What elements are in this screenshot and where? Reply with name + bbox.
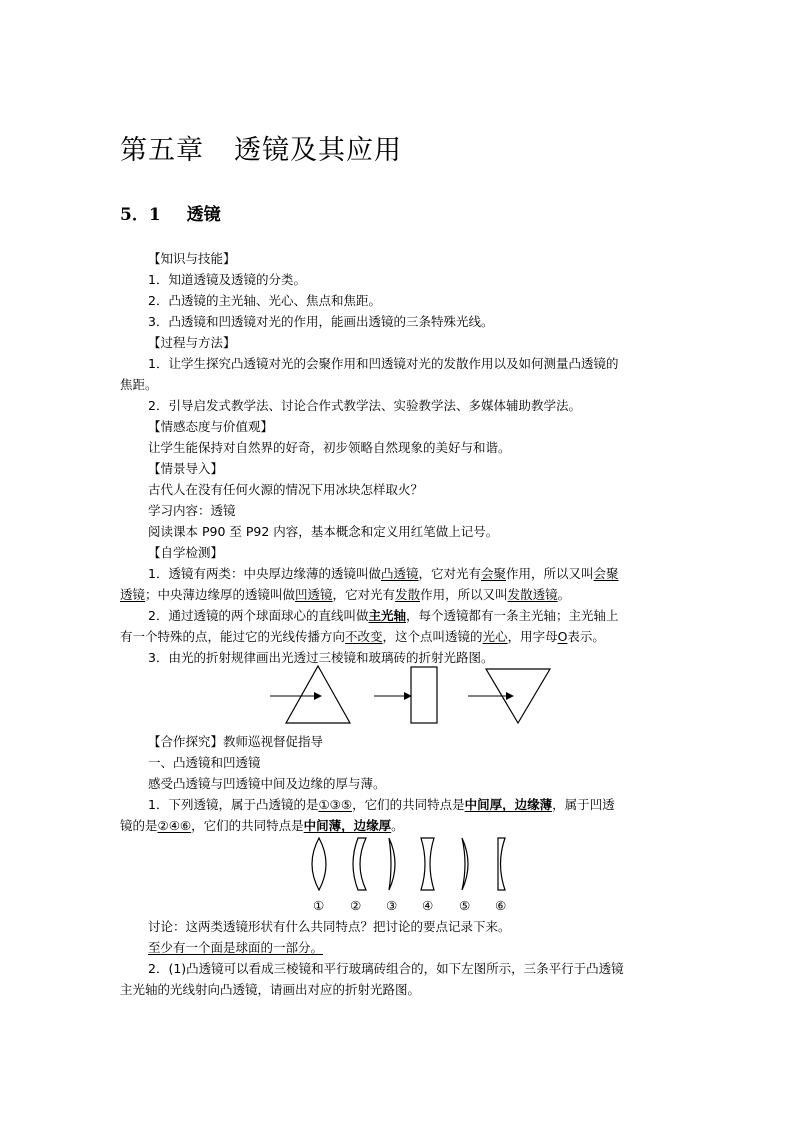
question-line: 主光轴的光线射向凸透镜，请画出对应的折射光路图。 xyxy=(120,982,421,997)
answer-blank: 凸透镜 xyxy=(380,566,419,581)
answer-blank: 中间薄，边缘厚 xyxy=(303,818,392,833)
objective-line: 1．让学生探究凸透镜对光的会聚作用和凹透镜对光的发散作用以及如何测量凸透镜的 xyxy=(148,356,619,371)
lens-5-convex-meniscus xyxy=(462,838,468,890)
discussion-prompt: 讨论：这两类透镜形状有什么共同特点？把讨论的要点记录下来。 xyxy=(148,919,511,934)
answer-blank: 凹透镜 xyxy=(295,587,333,602)
answer-blank: 透镜 xyxy=(120,587,146,602)
objective-line: 焦距。 xyxy=(120,377,158,392)
question-line: 2．通过透镜的两个球面球心的直线叫做主光轴，每个透镜都有一条主光轴；主光轴上 xyxy=(148,608,619,623)
lens-label: ③ xyxy=(386,898,398,913)
intro-question: 古代人在没有任何火源的情况下用冰块怎样取火？ xyxy=(148,482,424,497)
objective-line: 1．知道透镜及透镜的分类。 xyxy=(148,272,306,287)
chapter-number: 第五章 xyxy=(120,135,204,166)
objective-line: 让学生能保持对自然界的好奇，初步领略自然现象的美好与和谐。 xyxy=(148,440,511,455)
question-line: 2．(1)凸透镜可以看成三棱镜和平行玻璃砖组合的，如下左图所示，三条平行于凸透镜 xyxy=(148,961,624,976)
instruction-line: 感受凸透镜与凹透镜中间及边缘的厚与薄。 xyxy=(148,776,386,791)
chapter-name: 透镜及其应用 xyxy=(234,135,402,166)
heading-knowledge-skills: 【知识与技能】 xyxy=(148,251,236,266)
lens-label: ① xyxy=(313,898,325,913)
section-title xyxy=(120,200,221,225)
lens-3-plano-convex xyxy=(389,838,395,890)
prism-diagram xyxy=(260,664,560,728)
lens-label: ④ xyxy=(422,898,434,913)
answer-blank: ②④⑥ xyxy=(157,818,192,833)
question-line: 透镜；中央薄边缘厚的透镜叫做凹透镜，它对光有发散作用，所以又叫发散透镜。 xyxy=(120,587,571,602)
answer-blank: 光心 xyxy=(482,629,508,644)
question-line: 3．由光的折射规律画出光透过三棱镜和玻璃砖的折射光路图。 xyxy=(148,650,494,665)
discussion-answer: 至少有一个面是球面的一部分。 xyxy=(148,940,324,955)
answer-blank: 会聚 xyxy=(481,566,507,581)
heading-self-test: 【自学检测】 xyxy=(148,545,224,560)
glass-block xyxy=(411,667,437,723)
lens-1-biconvex xyxy=(312,838,326,890)
answer-blank: O xyxy=(557,629,568,644)
answer-blank: 发散 xyxy=(395,587,421,602)
lens-label: ⑤ xyxy=(459,898,471,913)
answer-blank: 发散透镜 xyxy=(507,587,558,602)
lens-2-concave-meniscus xyxy=(353,838,366,890)
section-number: 5．1 xyxy=(120,205,161,225)
study-content: 学习内容：透镜 xyxy=(148,503,236,518)
arrow-head xyxy=(314,692,322,700)
question-line: 有一个特殊的点，能过它的光线传播方向不改变，这个点叫透镜的光心，用字母O表示。 xyxy=(120,629,605,644)
lens-label: ⑥ xyxy=(495,898,507,913)
objective-line: 2．引导启发式教学法、讨论合作式教学法、实验教学法、多媒体辅助教学法。 xyxy=(148,398,581,413)
lens-6-plano-concave xyxy=(498,838,505,890)
lens-diagram xyxy=(300,834,530,896)
objective-line: 2．凸透镜的主光轴、光心、焦点和焦距。 xyxy=(148,293,381,308)
heading-attitude-values: 【情感态度与价值观】 xyxy=(148,419,274,434)
answer-blank: 主光轴 xyxy=(368,608,406,623)
answer-blank: ①③⑤ xyxy=(318,797,353,812)
part-heading: 一、凸透镜和凹透镜 xyxy=(148,755,261,770)
objective-line: 3．凸透镜和凹透镜对光的作用，能画出透镜的三条特殊光线。 xyxy=(148,314,494,329)
question-line: 镜的是②④⑥，它们的共同特点是中间薄，边缘厚。 xyxy=(120,818,404,833)
answer-blank: 不改变 xyxy=(345,629,383,644)
heading-process-method: 【过程与方法】 xyxy=(148,335,236,350)
lens-4-biconcave xyxy=(421,838,434,890)
heading-scene-intro: 【情景导入】 xyxy=(148,461,224,476)
question-line: 1．下列透镜，属于凸透镜的是①③⑤，它们的共同特点是中间厚，边缘薄，属于凹透 xyxy=(148,797,615,812)
answer-blank: 中间厚，边缘薄 xyxy=(464,797,553,812)
lens-label: ② xyxy=(350,898,362,913)
question-line: 1．透镜有两类：中央厚边缘薄的透镜叫做凸透镜，它对光有会聚作用，所以又叫会聚 xyxy=(148,566,619,581)
heading-cooperative: 【合作探究】教师巡视督促指导 xyxy=(148,734,324,749)
arrow-head xyxy=(506,692,514,700)
section-name: 透镜 xyxy=(186,205,221,225)
reading-task: 阅读课本 P90 至 P92 内容，基本概念和定义用红笔做上记号。 xyxy=(148,524,499,539)
chapter-title xyxy=(120,128,402,167)
answer-blank: 会聚 xyxy=(593,566,619,581)
